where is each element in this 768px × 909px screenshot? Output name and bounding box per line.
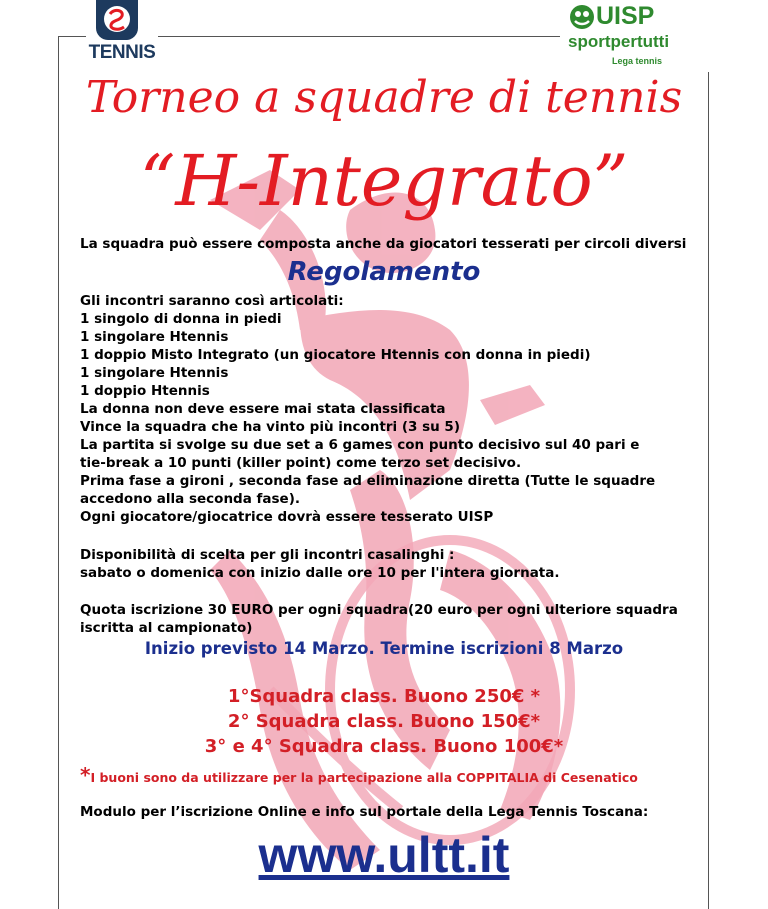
dates-text: Inizio previsto 14 Marzo. Termine iscrizioni 8 Marzo (144, 639, 624, 658)
rule-line: 1 doppio Htennis (80, 383, 210, 399)
fee-line: Quota iscrizione 30 EURO per ogni squadra(20 euro per ogni ulteriore squadra (80, 602, 678, 618)
prize-line: 3° e 4° Squadra class. Buono 100€* (204, 736, 564, 757)
title-line-1: Torneo a squadre di tennis (85, 72, 683, 123)
rule-line: La donna non deve essere mai stata classificata (80, 401, 446, 417)
uisp-subtitle: Lega tennis (612, 56, 663, 66)
intro-text: La squadra può essere composta anche da giocatori tesserati per circoli diversi (80, 236, 687, 252)
tennis-logo-text: TENNIS (88, 42, 156, 63)
module-text: Modulo per l’iscrizione Online e info sul portale della Lega Tennis Toscana: (80, 804, 649, 820)
prize-line: 1°Squadra class. Buono 250€ * (227, 686, 541, 707)
website-link[interactable]: www.ultt.it (258, 827, 510, 883)
rule-line: 1 doppio Misto Integrato (un giocatore Htennis con donna in piedi) (80, 347, 591, 363)
rule-line: tie-break a 10 punti (killer point) come terzo set decisivo. (80, 455, 522, 471)
regolamento-heading: Regolamento (287, 257, 481, 287)
fee-line: iscritta al campionato) (80, 620, 253, 636)
rule-line: 1 singolare Htennis (80, 329, 229, 345)
uisp-logo (560, 0, 710, 72)
prize-line: 2° Squadra class. Buono 150€* (227, 711, 541, 732)
rule-line: La partita si svolge su due set a 6 games con punto decisivo sul 40 pari e (80, 437, 640, 453)
rule-line: Vince la squadra che ha vinto più incontri (3 su 5) (80, 419, 460, 435)
rule-line: Gli incontri saranno così articolati: (80, 293, 344, 309)
availability-line: Disponibilità di scelta per gli incontri casalinghi : (80, 547, 455, 563)
uisp-logo-icon (568, 4, 596, 30)
tennis-logo (86, 0, 158, 66)
note-star: * (80, 763, 91, 787)
rule-line: Prima fase a gironi , seconda fase ad eliminazione diretta (Tutte le squadre (80, 473, 656, 489)
uisp-tagline: sportpertutti (568, 32, 670, 51)
rule-line: 1 singolare Htennis (80, 365, 229, 381)
availability-line: sabato o domenica con inizio dalle ore 10 per l'intera giornata. (80, 565, 560, 581)
rule-line: 1 singolo di donna in piedi (80, 311, 282, 327)
h-tennis-logo-icon (96, 0, 138, 40)
rule-line: Ogni giocatore/giocatrice dovrà essere tesserato UISP (80, 509, 494, 525)
voucher-note (80, 763, 638, 787)
title-line-2: “H-Integrato” (139, 140, 629, 222)
uisp-brand: UISP (596, 2, 655, 30)
rule-line: accedono alla seconda fase). (80, 491, 300, 507)
note-text: I buoni sono da utilizzare per la partecipazione alla COPPITALIA di Cesenatico (90, 770, 638, 785)
